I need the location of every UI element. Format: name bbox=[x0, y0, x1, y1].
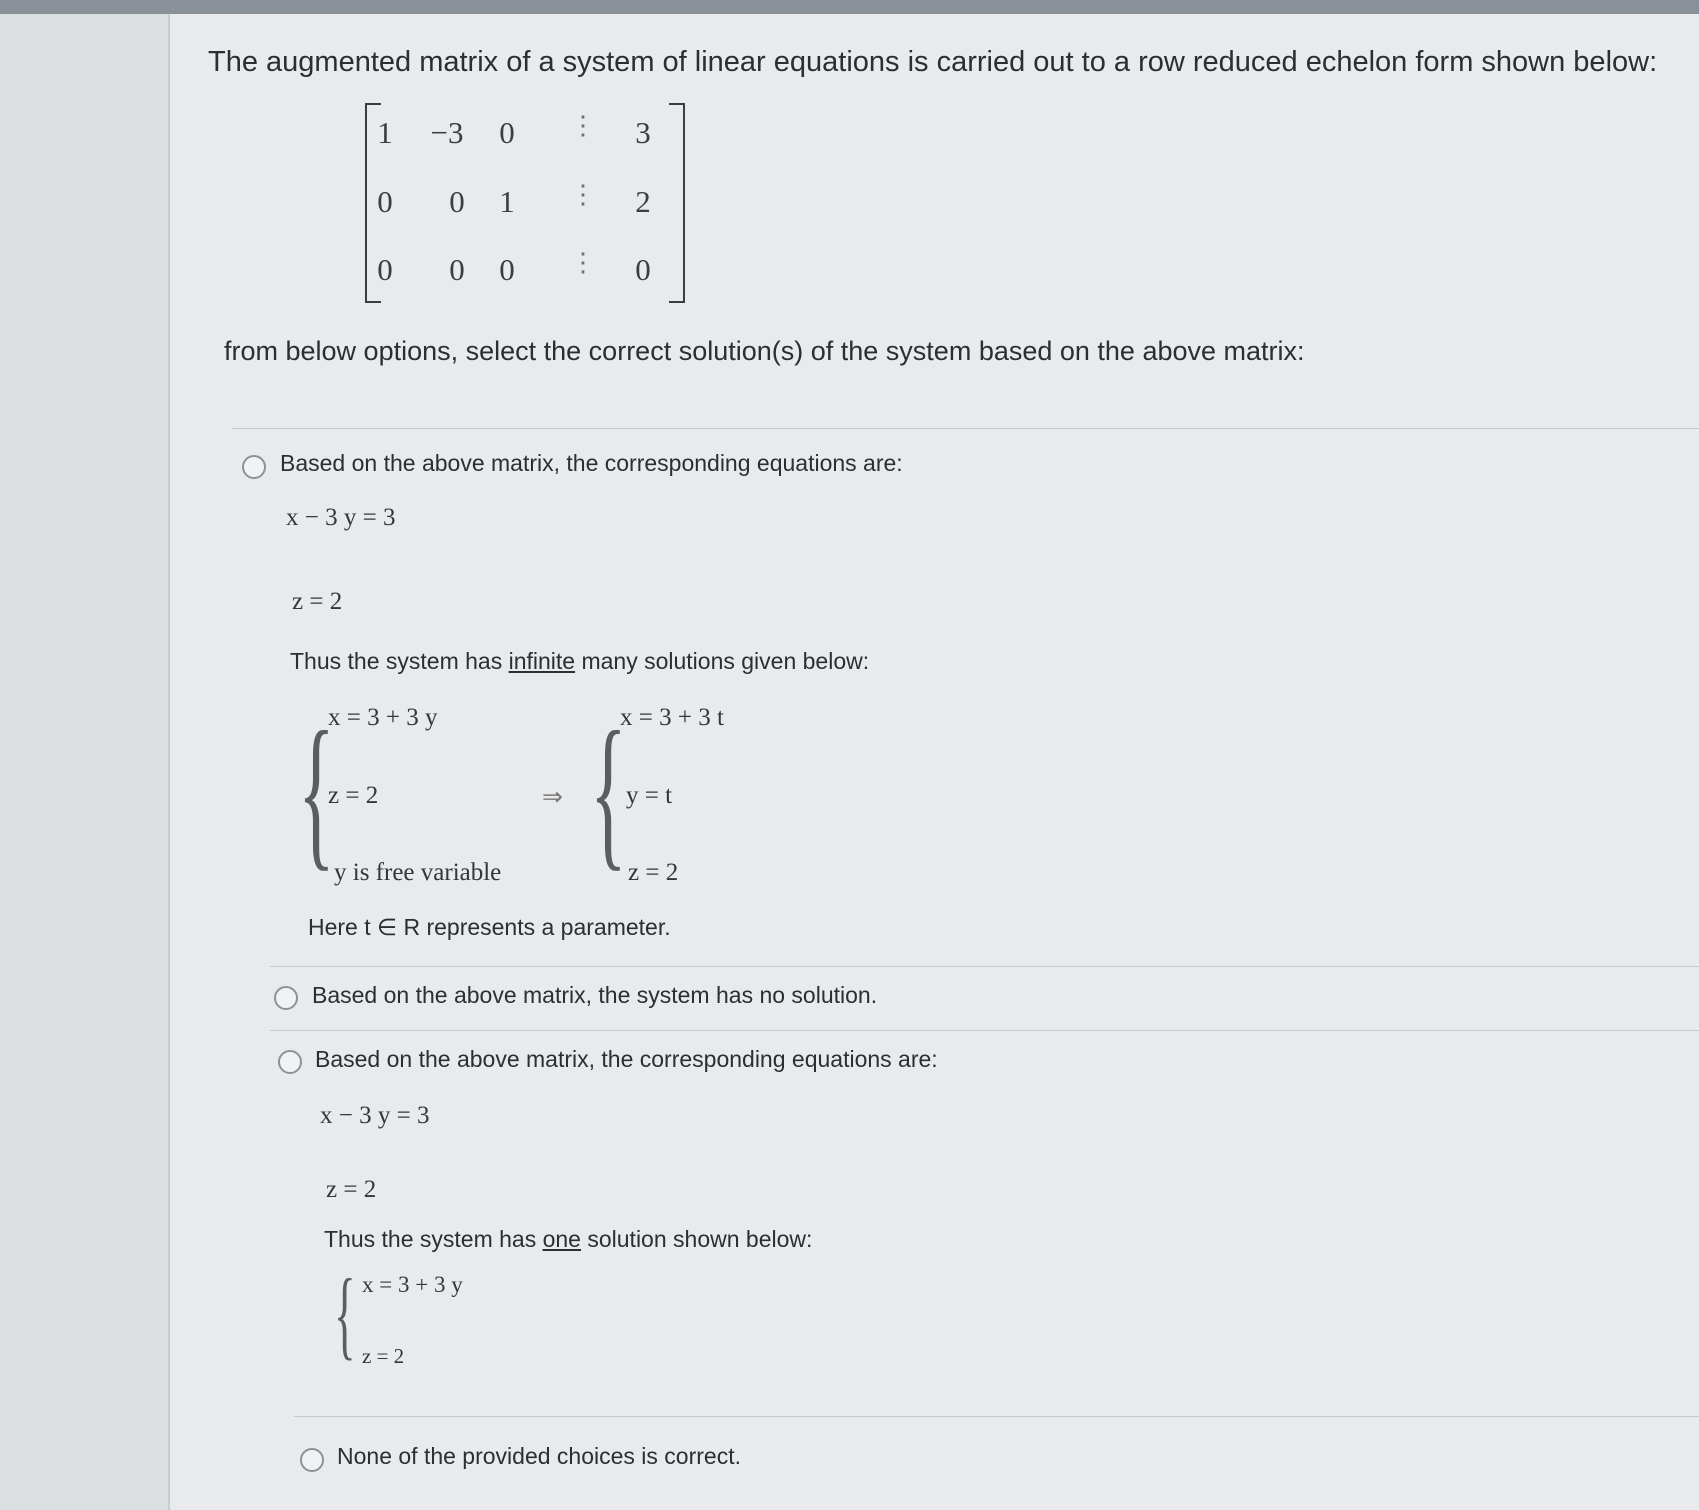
right-system-brace: { bbox=[590, 697, 627, 885]
matrix-separator: ⋮ bbox=[570, 180, 596, 209]
right-system-x: x = 3 + 3 t bbox=[620, 704, 724, 731]
matrix-separator: ⋮ bbox=[570, 248, 596, 277]
matrix-cell: 0 bbox=[377, 184, 393, 219]
question-page bbox=[168, 14, 1699, 1510]
implies-arrow: ⇒ bbox=[542, 784, 563, 811]
matrix-cell: 2 bbox=[635, 184, 651, 219]
option-b-text[interactable]: Based on the above matrix, the system has no solution. bbox=[312, 982, 878, 1008]
divider bbox=[294, 1416, 1699, 1417]
option-c-radio[interactable] bbox=[278, 1050, 302, 1074]
summary-prefix: Thus the system has bbox=[290, 648, 509, 674]
option-a-equation-2: z = 2 bbox=[292, 588, 343, 615]
left-system-x: x = 3 + 3 y bbox=[328, 704, 438, 731]
right-system-z: z = 2 bbox=[628, 859, 679, 886]
option-c-intro[interactable]: Based on the above matrix, the corresponding equations are: bbox=[315, 1046, 938, 1072]
option-c-system-x: x = 3 + 3 y bbox=[362, 1272, 463, 1297]
divider bbox=[232, 428, 1699, 429]
matrix-separator: ⋮ bbox=[570, 111, 596, 140]
matrix-cell: 0 bbox=[635, 252, 651, 287]
option-c-summary bbox=[324, 1226, 812, 1253]
option-c-system-brace: { bbox=[334, 1258, 356, 1369]
option-d-text[interactable]: None of the provided choices is correct. bbox=[337, 1443, 741, 1469]
summary-key-word: one bbox=[542, 1226, 581, 1252]
question-text: The augmented matrix of a system of linear equations is carried out to a row reduced echelon form shown below: bbox=[208, 46, 1658, 78]
matrix-cell: 3 bbox=[635, 115, 651, 150]
left-system-free: y is free variable bbox=[334, 859, 502, 886]
summary-suffix: many solutions given below: bbox=[575, 648, 870, 674]
option-b-radio[interactable] bbox=[274, 986, 298, 1010]
matrix-cell: 0 bbox=[499, 115, 515, 150]
summary-suffix: solution shown below: bbox=[580, 1226, 813, 1252]
divider bbox=[270, 1030, 1699, 1031]
matrix-cell: −3 bbox=[430, 115, 464, 150]
option-a-intro[interactable]: Based on the above matrix, the corresponding equations are: bbox=[280, 450, 903, 476]
instruction-text: from below options, select the correct solution(s) of the system based on the above matrix: bbox=[224, 336, 1305, 366]
matrix-cell: 1 bbox=[377, 115, 393, 150]
matrix-cell: 0 bbox=[499, 252, 515, 287]
matrix-cell: 1 bbox=[499, 184, 515, 219]
option-d-radio[interactable] bbox=[300, 1448, 324, 1472]
matrix-cell: 0 bbox=[449, 184, 465, 219]
option-c-system-z: z = 2 bbox=[362, 1344, 405, 1368]
augmented-matrix bbox=[365, 99, 685, 309]
option-a-summary bbox=[290, 648, 869, 675]
summary-prefix: Thus the system has bbox=[324, 1226, 543, 1252]
divider bbox=[270, 966, 1699, 967]
left-system-brace: { bbox=[298, 697, 335, 885]
right-system-y: y = t bbox=[626, 782, 673, 809]
top-bar bbox=[0, 0, 1699, 14]
matrix-cell: 0 bbox=[377, 252, 393, 287]
option-a-parameter-note: Here t ∈ R represents a parameter. bbox=[308, 914, 671, 940]
option-c-equation-1: x − 3 y = 3 bbox=[320, 1102, 430, 1129]
option-a-radio[interactable] bbox=[242, 455, 266, 479]
matrix-cell: 0 bbox=[449, 252, 465, 287]
left-system-z: z = 2 bbox=[328, 782, 379, 809]
option-c-equation-2: z = 2 bbox=[326, 1176, 377, 1203]
summary-key-word: infinite bbox=[508, 648, 576, 674]
option-a-equation-1: x − 3 y = 3 bbox=[286, 504, 396, 531]
